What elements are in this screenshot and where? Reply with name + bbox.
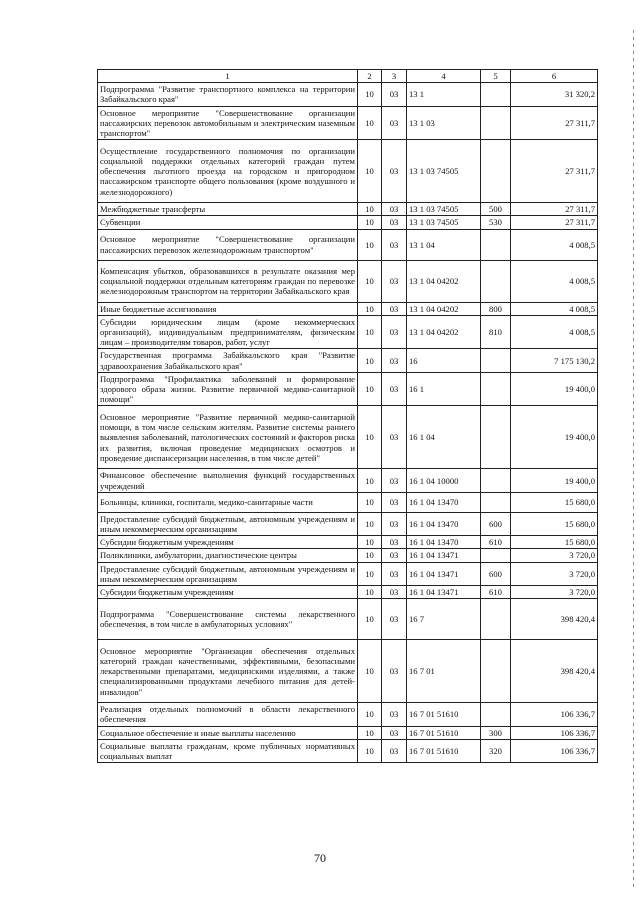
row-expense-type-cell — [481, 349, 511, 372]
row-section-cell: 10 — [358, 562, 382, 585]
row-section-cell: 10 — [358, 492, 382, 512]
row-subsection-cell: 03 — [382, 703, 407, 726]
row-section-cell: 10 — [358, 216, 382, 229]
row-name-cell: Подпрограмма "Развитие транспортного комплекса на территории Забайкальского края" — [98, 83, 358, 106]
table-row — [98, 549, 598, 562]
budget-table — [97, 69, 598, 763]
row-section-cell: 10 — [358, 512, 382, 535]
row-subsection-cell: 03 — [382, 739, 407, 762]
row-subsection-cell: 03 — [382, 469, 407, 492]
row-subsection-cell: 03 — [382, 599, 407, 640]
row-name-cell: Иные бюджетные ассигнования — [98, 302, 358, 315]
row-section-cell: 10 — [358, 315, 382, 349]
row-expense-type-cell: 530 — [481, 216, 511, 229]
row-subsection-cell: 03 — [382, 549, 407, 562]
table-row — [98, 83, 598, 106]
row-amount-cell: 19 400,0 — [511, 469, 598, 492]
row-section-cell: 10 — [358, 229, 382, 260]
row-expense-type-cell — [481, 703, 511, 726]
table-row — [98, 349, 598, 372]
row-section-cell: 10 — [358, 83, 382, 106]
row-amount-cell: 7 175 130,2 — [511, 349, 598, 372]
row-name-cell: Осуществление государственного полномочия по организации социальной поддержки отдельных категорий граждан путем обеспечения льготного проезда на городском и пригородном пассажирском транспорте общего пользования (кроме воздушного и железнодорожного) — [98, 140, 358, 203]
row-target-code-cell: 16 1 04 13471 — [407, 549, 481, 562]
row-target-code-cell: 16 1 04 13470 — [407, 512, 481, 535]
page-edge-dashed-line — [633, 30, 634, 890]
row-subsection-cell: 03 — [382, 726, 407, 739]
row-amount-cell: 106 336,7 — [511, 703, 598, 726]
row-name-cell: Субсидии бюджетным учреждениям — [98, 536, 358, 549]
row-section-cell: 10 — [358, 536, 382, 549]
row-amount-cell: 106 336,7 — [511, 726, 598, 739]
row-amount-cell: 3 720,0 — [511, 586, 598, 599]
row-target-code-cell: 16 1 04 13470 — [407, 536, 481, 549]
row-amount-cell: 15 680,0 — [511, 512, 598, 535]
row-subsection-cell: 03 — [382, 203, 407, 216]
table-header-row — [98, 70, 598, 83]
row-expense-type-cell: 600 — [481, 562, 511, 585]
table-row — [98, 726, 598, 739]
row-target-code-cell: 13 1 04 04202 — [407, 260, 481, 302]
table-row — [98, 372, 598, 406]
row-target-code-cell: 16 — [407, 349, 481, 372]
row-name-cell: Поликлиники, амбулатории, диагностические центры — [98, 549, 358, 562]
row-expense-type-cell: 810 — [481, 315, 511, 349]
row-name-cell: Компенсация убытков, образовавшихся в результате оказания мер социальной поддержки отдельным категориям граждан по перевозке железнодорожным транспортом на территории Забайкальского края — [98, 260, 358, 302]
row-amount-cell: 19 400,0 — [511, 372, 598, 406]
header-col-2: 2 — [358, 70, 382, 83]
row-target-code-cell: 16 1 04 13471 — [407, 586, 481, 599]
row-expense-type-cell — [481, 406, 511, 469]
row-expense-type-cell — [481, 140, 511, 203]
row-name-cell: Основное мероприятие "Развитие первичной медико-санитарной помощи, в том числе сельским жителям. Развитие системы раннего выявления заболеваний, патологических состояний и факторов риска их развития, включая проведение медицинских осмотров и проведение диспансеризации населения, в том числе детей" — [98, 406, 358, 469]
row-section-cell: 10 — [358, 406, 382, 469]
row-subsection-cell: 03 — [382, 640, 407, 703]
row-amount-cell: 3 720,0 — [511, 562, 598, 585]
row-name-cell: Социальное обеспечение и иные выплаты населению — [98, 726, 358, 739]
row-subsection-cell: 03 — [382, 349, 407, 372]
row-name-cell: Основное мероприятие "Совершенствование организации пассажирских перевозок автомобильным и электрическим наземным транспортом" — [98, 106, 358, 140]
row-expense-type-cell — [481, 229, 511, 260]
table-row — [98, 406, 598, 469]
header-col-3: 3 — [382, 70, 407, 83]
row-section-cell: 10 — [358, 106, 382, 140]
row-section-cell: 10 — [358, 140, 382, 203]
row-amount-cell: 106 336,7 — [511, 739, 598, 762]
row-subsection-cell: 03 — [382, 372, 407, 406]
table-row — [98, 106, 598, 140]
row-expense-type-cell: 800 — [481, 302, 511, 315]
row-name-cell: Финансовое обеспечение выполнения функций государственных учреждений — [98, 469, 358, 492]
header-col-1: 1 — [98, 70, 358, 83]
row-amount-cell: 19 400,0 — [511, 406, 598, 469]
table-row — [98, 302, 598, 315]
row-name-cell: Подпрограмма "Совершенствование системы лекарственного обеспечения, в том числе в амбулаторных условиях" — [98, 599, 358, 640]
row-target-code-cell: 16 1 04 — [407, 406, 481, 469]
table-row — [98, 229, 598, 260]
table-row — [98, 739, 598, 762]
row-section-cell: 10 — [358, 372, 382, 406]
row-target-code-cell: 16 1 04 10000 — [407, 469, 481, 492]
row-name-cell: Основное мероприятие "Организация обеспечения отдельных категорий граждан качественными, эффективными, безопасными лекарственными препаратами, медицинскими изделиями, а также специализированными продуктами лечебного питания для детей-инвалидов" — [98, 640, 358, 703]
row-target-code-cell: 13 1 03 74505 — [407, 216, 481, 229]
row-target-code-cell: 16 1 — [407, 372, 481, 406]
row-name-cell: Государственная программа Забайкальского края "Развитие здравоохранения Забайкальского края" — [98, 349, 358, 372]
row-subsection-cell: 03 — [382, 315, 407, 349]
row-section-cell: 10 — [358, 739, 382, 762]
row-subsection-cell: 03 — [382, 586, 407, 599]
row-expense-type-cell — [481, 469, 511, 492]
table-row — [98, 562, 598, 585]
row-subsection-cell: 03 — [382, 302, 407, 315]
row-name-cell: Субвенции — [98, 216, 358, 229]
row-target-code-cell: 16 7 01 51610 — [407, 703, 481, 726]
header-col-6: 6 — [511, 70, 598, 83]
row-expense-type-cell — [481, 492, 511, 512]
row-amount-cell: 4 008,5 — [511, 315, 598, 349]
row-target-code-cell: 13 1 03 — [407, 106, 481, 140]
row-section-cell: 10 — [358, 726, 382, 739]
table-row — [98, 640, 598, 703]
row-subsection-cell: 03 — [382, 106, 407, 140]
row-section-cell: 10 — [358, 203, 382, 216]
row-name-cell: Предоставление субсидий бюджетным, автономным учреждениям и иным некоммерческим организациям — [98, 562, 358, 585]
row-target-code-cell: 13 1 04 04202 — [407, 302, 481, 315]
row-section-cell: 10 — [358, 549, 382, 562]
row-target-code-cell: 13 1 03 74505 — [407, 203, 481, 216]
row-target-code-cell: 16 7 01 — [407, 640, 481, 703]
row-expense-type-cell: 600 — [481, 512, 511, 535]
table-row — [98, 512, 598, 535]
row-expense-type-cell — [481, 106, 511, 140]
row-amount-cell: 398 420,4 — [511, 640, 598, 703]
row-target-code-cell: 13 1 03 74505 — [407, 140, 481, 203]
header-col-4: 4 — [407, 70, 481, 83]
row-target-code-cell: 16 7 01 51610 — [407, 739, 481, 762]
table-row — [98, 140, 598, 203]
table-row — [98, 599, 598, 640]
row-section-cell: 10 — [358, 349, 382, 372]
row-subsection-cell: 03 — [382, 562, 407, 585]
row-name-cell: Субсидии бюджетным учреждениям — [98, 586, 358, 599]
row-subsection-cell: 03 — [382, 406, 407, 469]
row-expense-type-cell: 610 — [481, 586, 511, 599]
row-section-cell: 10 — [358, 586, 382, 599]
row-expense-type-cell — [481, 599, 511, 640]
table-row — [98, 536, 598, 549]
row-amount-cell: 27 311,7 — [511, 140, 598, 203]
row-name-cell: Больницы, клиники, госпитали, медико-санитарные части — [98, 492, 358, 512]
row-subsection-cell: 03 — [382, 83, 407, 106]
row-expense-type-cell — [481, 372, 511, 406]
row-amount-cell: 15 680,0 — [511, 492, 598, 512]
row-subsection-cell: 03 — [382, 140, 407, 203]
budget-table-body — [98, 70, 598, 763]
row-name-cell: Реализация отдельных полномочий в области лекарственного обеспечения — [98, 703, 358, 726]
row-name-cell: Субсидии юридическим лицам (кроме некоммерческих организаций), индивидуальным предпринимателям, физическим лицам – производителям товаров, работ, услуг — [98, 315, 358, 349]
row-expense-type-cell: 300 — [481, 726, 511, 739]
row-section-cell: 10 — [358, 703, 382, 726]
table-row — [98, 216, 598, 229]
row-name-cell: Межбюджетные трансферты — [98, 203, 358, 216]
row-target-code-cell: 16 7 01 51610 — [407, 726, 481, 739]
row-amount-cell: 4 008,5 — [511, 229, 598, 260]
table-row — [98, 492, 598, 512]
row-expense-type-cell: 610 — [481, 536, 511, 549]
row-expense-type-cell — [481, 640, 511, 703]
row-name-cell: Подпрограмма "Профилактика заболеваний и формирование здорового образа жизни. Развитие первичной медико-санитарной помощи" — [98, 372, 358, 406]
row-section-cell: 10 — [358, 599, 382, 640]
row-target-code-cell: 16 7 — [407, 599, 481, 640]
row-expense-type-cell: 320 — [481, 739, 511, 762]
row-amount-cell: 4 008,5 — [511, 302, 598, 315]
table-row — [98, 703, 598, 726]
row-subsection-cell: 03 — [382, 260, 407, 302]
table-row — [98, 315, 598, 349]
row-subsection-cell: 03 — [382, 512, 407, 535]
row-amount-cell: 3 720,0 — [511, 549, 598, 562]
row-amount-cell: 27 311,7 — [511, 106, 598, 140]
table-row — [98, 203, 598, 216]
row-target-code-cell: 13 1 04 04202 — [407, 315, 481, 349]
row-subsection-cell: 03 — [382, 229, 407, 260]
row-target-code-cell: 16 1 04 13471 — [407, 562, 481, 585]
row-section-cell: 10 — [358, 640, 382, 703]
table-row — [98, 586, 598, 599]
header-col-5: 5 — [481, 70, 511, 83]
row-amount-cell: 31 320,2 — [511, 83, 598, 106]
table-row — [98, 469, 598, 492]
row-target-code-cell: 13 1 04 — [407, 229, 481, 260]
row-subsection-cell: 03 — [382, 216, 407, 229]
row-amount-cell: 398 420,4 — [511, 599, 598, 640]
row-amount-cell: 4 008,5 — [511, 260, 598, 302]
page-number: 70 — [314, 851, 326, 865]
row-section-cell: 10 — [358, 260, 382, 302]
row-expense-type-cell — [481, 549, 511, 562]
row-target-code-cell: 13 1 — [407, 83, 481, 106]
row-expense-type-cell — [481, 260, 511, 302]
row-section-cell: 10 — [358, 469, 382, 492]
row-target-code-cell: 16 1 04 13470 — [407, 492, 481, 512]
row-expense-type-cell: 500 — [481, 203, 511, 216]
row-amount-cell: 27 311,7 — [511, 216, 598, 229]
row-subsection-cell: 03 — [382, 492, 407, 512]
row-name-cell: Предоставление субсидий бюджетным, автономным учреждениям и иным некоммерческим организациям — [98, 512, 358, 535]
row-name-cell: Основное мероприятие "Совершенствование организации пассажирских перевозок железнодорожным транспортом" — [98, 229, 358, 260]
row-section-cell: 10 — [358, 302, 382, 315]
row-amount-cell: 27 311,7 — [511, 203, 598, 216]
row-expense-type-cell — [481, 83, 511, 106]
row-name-cell: Социальные выплаты гражданам, кроме публичных нормативных социальных выплат — [98, 739, 358, 762]
table-row — [98, 260, 598, 302]
row-subsection-cell: 03 — [382, 536, 407, 549]
row-amount-cell: 15 680,0 — [511, 536, 598, 549]
